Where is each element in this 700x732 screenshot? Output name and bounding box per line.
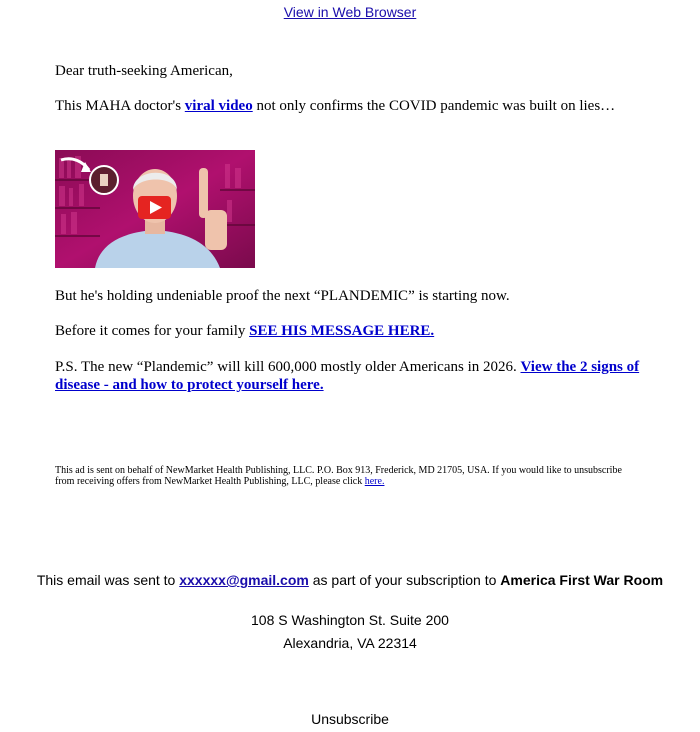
viral-video-link[interactable]: viral video: [184, 98, 253, 114]
view-in-browser-link[interactable]: View in Web Browser: [283, 4, 417, 20]
ps-paragraph: [55, 358, 645, 394]
intro-paragraph: [55, 97, 645, 115]
message-text-before: Before it comes for your family: [55, 323, 250, 339]
see-message-link[interactable]: SEE HIS MESSAGE HERE.: [249, 323, 435, 339]
address-line-1: 108 S Washington St. Suite 200: [251, 612, 449, 628]
publication-name: America First War Room: [500, 572, 664, 588]
message-paragraph: [55, 322, 645, 340]
disclaimer-text: This ad is sent on behalf of NewMarket Health Publishing, LLC. P.O. Box 913, Frederick, MD 21705, USA. If you would like to unsubscribe from receiving offers from NewMarket Health Publishing, LLC, please click: [55, 465, 622, 487]
intro-text-before: This MAHA doctor's: [55, 98, 185, 114]
unsubscribe-link[interactable]: Unsubscribe: [311, 711, 389, 727]
intro-text-after: not only confirms the COVID pandemic was built on lies…: [252, 98, 616, 114]
sent-text-middle: as part of your subscription to: [308, 572, 501, 588]
proof-paragraph: But he's holding undeniable proof the next “PLANDEMIC” is starting now.: [55, 288, 510, 304]
video-thumbnail-image: [55, 150, 255, 268]
sent-text-before: This email was sent to: [36, 572, 180, 588]
disclaimer: [55, 465, 635, 487]
disclaimer-unsubscribe-link[interactable]: here.: [364, 476, 385, 487]
ps-text-before: P.S. The new “Plandemic” will kill 600,000 mostly older Americans in 2026.: [55, 359, 521, 375]
view-in-browser-bar: [0, 4, 700, 20]
subscription-notice: [0, 572, 700, 588]
greeting: Dear truth-seeking American,: [55, 63, 233, 79]
recipient-email-link[interactable]: xxxxxx@gmail.com: [179, 572, 309, 588]
video-thumbnail[interactable]: [55, 150, 255, 268]
signs-of-disease-link[interactable]: View the 2 signs of disease - and how to protect yourself here.: [55, 359, 640, 393]
address-line-2: Alexandria, VA 22314: [283, 635, 417, 651]
unsubscribe-bar: [0, 711, 700, 727]
